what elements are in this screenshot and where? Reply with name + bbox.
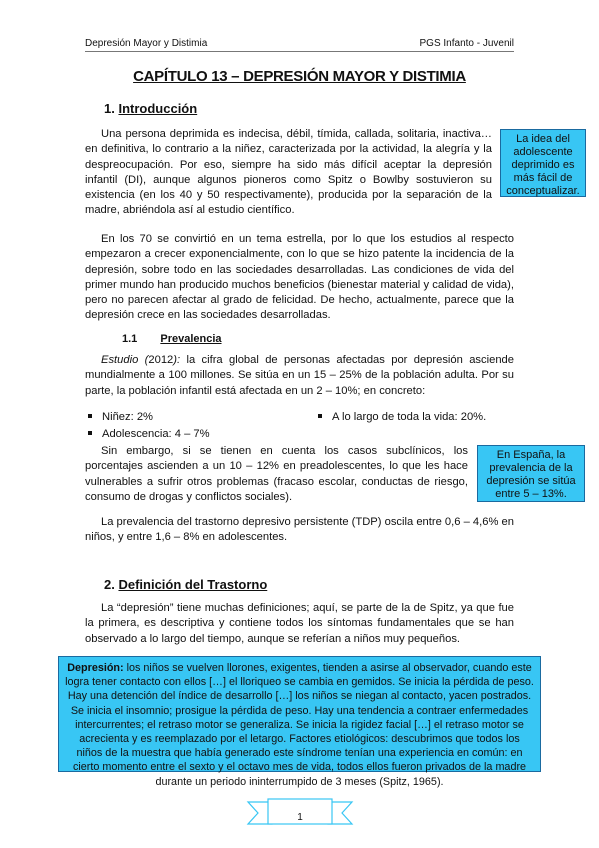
bullet-item: A lo largo de toda la vida: 20%. [318, 410, 486, 425]
definition-text: los niños se vuelven llorones, exigentes, tienden a asirse al observador, cuando este logra tener contacto con ellos […] el lloriqueo se cambia en gemidos. Se inicia la pérdida de peso. Hay una detención del índice de desarrollo […] los niños se niegan al contacto, yacen postrados. Se inicia el insomnio; prosigue la pérdida de peso. Hay una tendencia a contraer enfermedades intercurrentes; el retraso motor se generaliza. Se inicia la rigidez facial […] el retraso motor se acrecienta y es reemplazado por el letargo. Factores etiológicos: descubrimos que todos los niños de la muestra que había generado este síndrome tenían una experiencia en común: en cierto momento entre el sexto y el octavo mes de vida, todos ellos fueron privados de la madre durante un periodo ininterrumpido de 3 meses (Spitz, 1965). [65, 662, 534, 788]
study-label: Estudio ( [101, 354, 149, 366]
subsection-heading [122, 333, 222, 345]
side-note-spain: En España, la prevalencia de la depresión se sitúa entre 5 – 13%. [477, 445, 585, 502]
prevalence-paragraph-2: Sin embargo, si se tienen en cuenta los casos subclínicos, los porcentajes ascienden a un 10 – 12% en preadolescentes, lo que les hace vulnerables a sufrir otros problemas (fracaso escolar, conductas de riesgo, consumo de drogas y conflictos sociales). [85, 445, 468, 503]
spitz-definition-callout [58, 656, 541, 788]
study-year: 2012 [148, 354, 174, 366]
section-1-title: Introducción [118, 101, 198, 116]
side-note-adolescent: La idea del adolescente deprimido es más fácil de conceptualizar. [500, 129, 586, 197]
subsection-title: Prevalencia [160, 333, 222, 345]
definition-label: Depresión: [67, 662, 124, 674]
study-label-close: ): [173, 354, 181, 366]
section-2-heading [104, 577, 267, 592]
definition-paragraph: La “depresión” tiene muchas definiciones; aquí, se parte de la de Spitz, ya que fue la primera, es descriptiva y contiene todos los síntomas fundamentales que se han observado a lo largo del tiempo, aunque se referían a niños muy pequeños. [85, 602, 514, 645]
running-header-right: PGS Infanto - Juvenil [419, 38, 514, 49]
section-2-number: 2. [104, 577, 115, 592]
page-number: 1 [297, 812, 303, 823]
prevalence-paragraph-1 [85, 353, 514, 399]
header-rule [85, 51, 514, 52]
section-1-number: 1. [104, 101, 115, 116]
intro-paragraph-1: Una persona deprimida es indecisa, débil, tímida, callada, solitaria, inactiva… en definitiva, lo contrario a la niñez, caracterizada por la actividad, la alegría y la despreocupación. Por eso, siempre ha sido más difícil aceptar la depresión infantil (DI), aunque algunos pioneros como Spitz o Bowlby sostuvieron su existencia (en los 40 y 50 respectivamente), producida por la separación de la madre, abriéndola así al estudio científico. [85, 128, 492, 217]
section-2-title: Definición del Trastorno [118, 577, 268, 592]
bullet-item: Adolescencia: 4 – 7% [88, 427, 210, 442]
study-text: la cifra global de personas afectadas por depresión asciende mundialmente a 100 millones. Se sitúa en un 15 – 25% de la población adulta. Por su parte, la población infantil está afectada en un 2 – 10%; en concreto: [85, 354, 514, 397]
running-header-left: Depresión Mayor y Distimia [85, 38, 208, 49]
intro-paragraph-2: En los 70 se convirtió en un tema estrella, por lo que los estudios al respecto empezaron a crecer exponencialmente, con lo que se hizo patente la incidencia de la depresión, sobre todo en las sociedades desarrolladas. Las condiciones de vida del primer mundo han producido muchos beneficios (bienestar material y calidad de vida), pero no parecen afectar al grado de felicidad. De hecho, actualmente, parece que la depresión crece en las sociedades desarrolladas. [85, 233, 514, 322]
chapter-title: CAPÍTULO 13 – DEPRESIÓN MAYOR Y DISTIMIA [133, 68, 466, 85]
section-1-heading [104, 101, 197, 116]
prevalence-paragraph-3: La prevalencia del trastorno depresivo persistente (TDP) oscila entre 0,6 – 4,6% en niños, y entre 1,6 – 8% en adolescentes. [85, 516, 514, 544]
bullet-item: Niñez: 2% [88, 410, 153, 425]
subsection-number: 1.1 [122, 333, 138, 345]
